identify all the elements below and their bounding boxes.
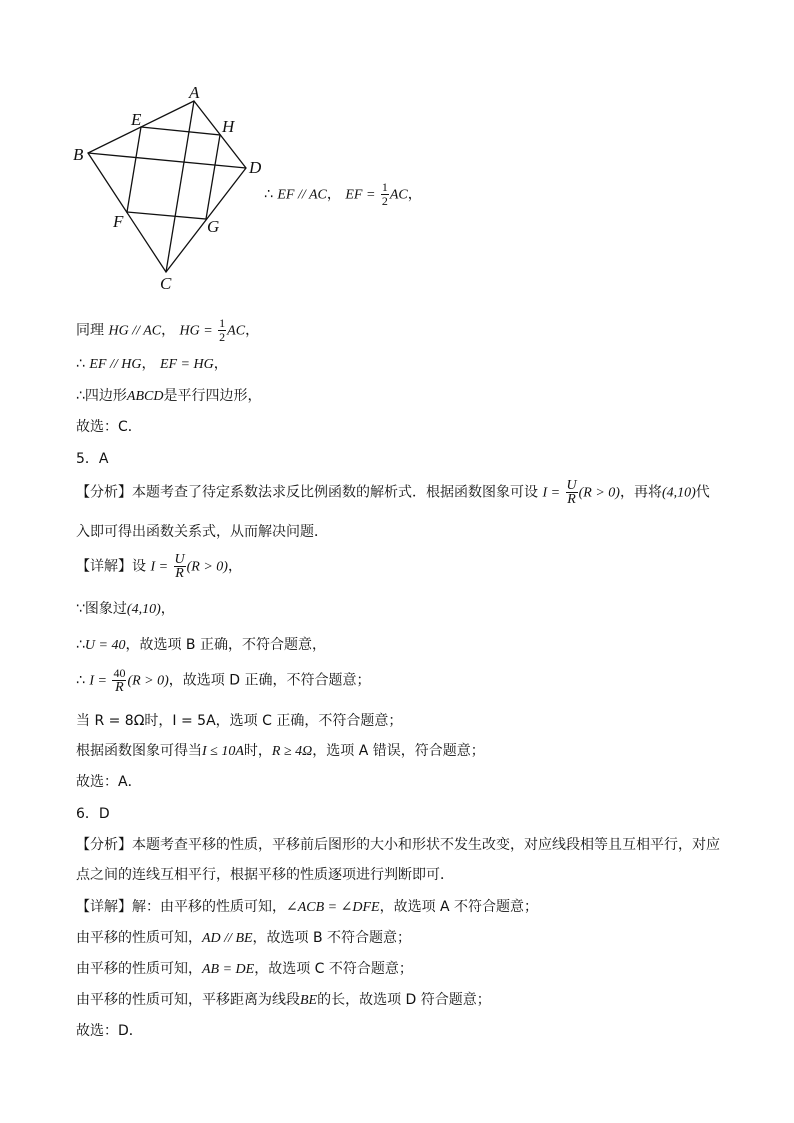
- separator: ，: [326, 186, 341, 203]
- therefore-symbol: ∴: [76, 356, 85, 372]
- quadrilateral-figure: [70, 80, 270, 295]
- denominator: 2: [381, 194, 388, 208]
- label-G: G: [207, 217, 220, 236]
- text: 四边形: [84, 388, 127, 404]
- fraction: [112, 667, 126, 694]
- math-expr: I =: [89, 673, 107, 689]
- diag-bd: [88, 153, 246, 168]
- question-5-heading: 5．A: [76, 451, 109, 467]
- q5-detail-line5: 当 R = 8Ω时，I = 5A，选项 C 正确，不符合题意；: [76, 713, 403, 729]
- math-expr: AD // BE: [202, 931, 253, 946]
- text: 【详解】设: [76, 558, 146, 575]
- therefore-symbol: ∴: [264, 186, 273, 203]
- math-expr: AB = DE: [202, 962, 255, 977]
- answer-d: 故选：D．: [76, 1023, 143, 1039]
- numerator: 40: [113, 666, 126, 680]
- text: 同理: [76, 322, 104, 339]
- math-expr: HG =: [179, 323, 213, 339]
- math-expr: ∠ACB = ∠DFE: [286, 900, 380, 915]
- q6-analysis-line2: 点之间的连线互相平行，根据平移的性质逐项进行判断即可．: [76, 867, 454, 883]
- math-expr: I =: [542, 485, 561, 501]
- text: 由平移的性质可知，: [76, 961, 202, 977]
- q6-detail-line2: [76, 927, 411, 947]
- q6-analysis-line1: 【分析】本题考查平移的性质，平移前后图形的大小和形状不发生改变，对应线段相等且互相平行，对应: [76, 837, 720, 853]
- text: ，故选项 D 正确，不符合题意；: [168, 672, 371, 689]
- text: 的长，故选项 D 符合题意；: [317, 992, 491, 1008]
- q5-analysis-line1: [76, 479, 710, 506]
- fraction: [174, 553, 186, 580]
- denominator: R: [567, 492, 576, 507]
- q5-detail-line3: [76, 634, 326, 654]
- q5-detail-line1: [76, 553, 242, 580]
- therefore-symbol: ∴: [76, 388, 85, 404]
- diag-ac: [166, 101, 194, 272]
- math-expr: I ≤ 10A: [202, 744, 244, 759]
- text: 是平行四边形，: [163, 388, 262, 404]
- text: ，选项 A 错误，符合题意；: [312, 743, 485, 759]
- question-6-heading: 6．D: [76, 806, 110, 822]
- label-D: D: [249, 158, 262, 177]
- line-ef-parallel: [264, 181, 422, 208]
- denominator: R: [175, 566, 184, 581]
- denominator: 2: [219, 330, 226, 344]
- math-expr: AC: [227, 323, 246, 339]
- numerator: 1: [381, 180, 388, 194]
- q6-detail-line1: [76, 896, 538, 916]
- separator: ，: [160, 601, 175, 617]
- separator: ，: [141, 356, 156, 372]
- answer-a: 故选：A．: [76, 774, 142, 790]
- math-expr: BE: [300, 993, 318, 1008]
- fraction: [218, 317, 226, 344]
- numerator: U: [566, 478, 577, 493]
- line-parallelogram: [76, 385, 261, 405]
- text: ，故选项 B 正确，不符合题意，: [125, 637, 326, 653]
- text: ，再将: [619, 484, 662, 501]
- q5-analysis-line2: 入即可得出函数关系式，从而解决问题．: [76, 524, 328, 540]
- fraction: [381, 181, 389, 208]
- separator: ，: [213, 356, 228, 372]
- answer-c: 故选：C．: [76, 419, 142, 435]
- separator: ，: [161, 322, 176, 339]
- separator: ，: [245, 322, 260, 339]
- numerator: 1: [219, 316, 226, 330]
- q5-detail-line2: [76, 598, 175, 618]
- text: 根据函数图象可得当: [76, 743, 202, 759]
- math-expr: (4,10): [126, 602, 161, 617]
- math-expr: AC: [389, 187, 408, 203]
- math-expr: EF // AC: [277, 187, 327, 203]
- label-F: F: [113, 212, 124, 231]
- text: ∴: [76, 637, 85, 653]
- text: 【分析】本题考查了待定系数法求反比例函数的解析式．根据函数图象可设: [76, 484, 538, 501]
- math-expr: R ≥ 4Ω: [271, 744, 313, 759]
- label-H: H: [222, 117, 235, 136]
- math-expr: U = 40: [84, 638, 126, 653]
- numerator: U: [174, 552, 185, 567]
- fraction: [566, 479, 578, 506]
- math-expr: ABCD: [126, 389, 164, 404]
- math-expr: EF = HG: [159, 357, 214, 372]
- math-expr: (R > 0): [186, 559, 228, 575]
- denominator: R: [115, 680, 124, 695]
- math-expr: I =: [150, 559, 169, 575]
- text: 时，: [243, 743, 272, 759]
- math-expr: (R > 0): [127, 673, 169, 689]
- math-expr: EF =: [345, 187, 376, 203]
- text: ，故选项 B 不符合题意；: [252, 930, 412, 946]
- separator: ，: [407, 186, 422, 203]
- label-B: B: [73, 145, 84, 164]
- math-expr: HG // AC: [108, 323, 162, 339]
- label-A: A: [189, 83, 200, 102]
- text: 【详解】解：由平移的性质可知，: [76, 899, 286, 915]
- q6-detail-line4: [76, 989, 491, 1009]
- line-ef-hg: [76, 353, 228, 373]
- line-hg-parallel: [76, 317, 259, 344]
- math-expr: (R > 0): [578, 485, 620, 501]
- text: 由平移的性质可知，平移距离为线段: [76, 992, 300, 1008]
- text: ，故选项 A 不符合题意；: [379, 899, 539, 915]
- math-expr: EF // HG: [89, 357, 142, 372]
- text: ∵图象过: [76, 601, 127, 617]
- q5-detail-line4: [76, 667, 370, 694]
- q5-detail-line6: [76, 740, 485, 760]
- text: 代: [695, 484, 710, 501]
- label-C: C: [160, 274, 172, 293]
- text: ，故选项 C 不符合题意；: [254, 961, 413, 977]
- quad-efgh: [127, 127, 220, 219]
- separator: ，: [227, 558, 242, 575]
- text: ∴: [76, 672, 85, 689]
- q6-detail-line3: [76, 958, 413, 978]
- text: 由平移的性质可知，: [76, 930, 202, 946]
- math-expr: (4,10): [661, 485, 696, 501]
- label-E: E: [131, 110, 142, 129]
